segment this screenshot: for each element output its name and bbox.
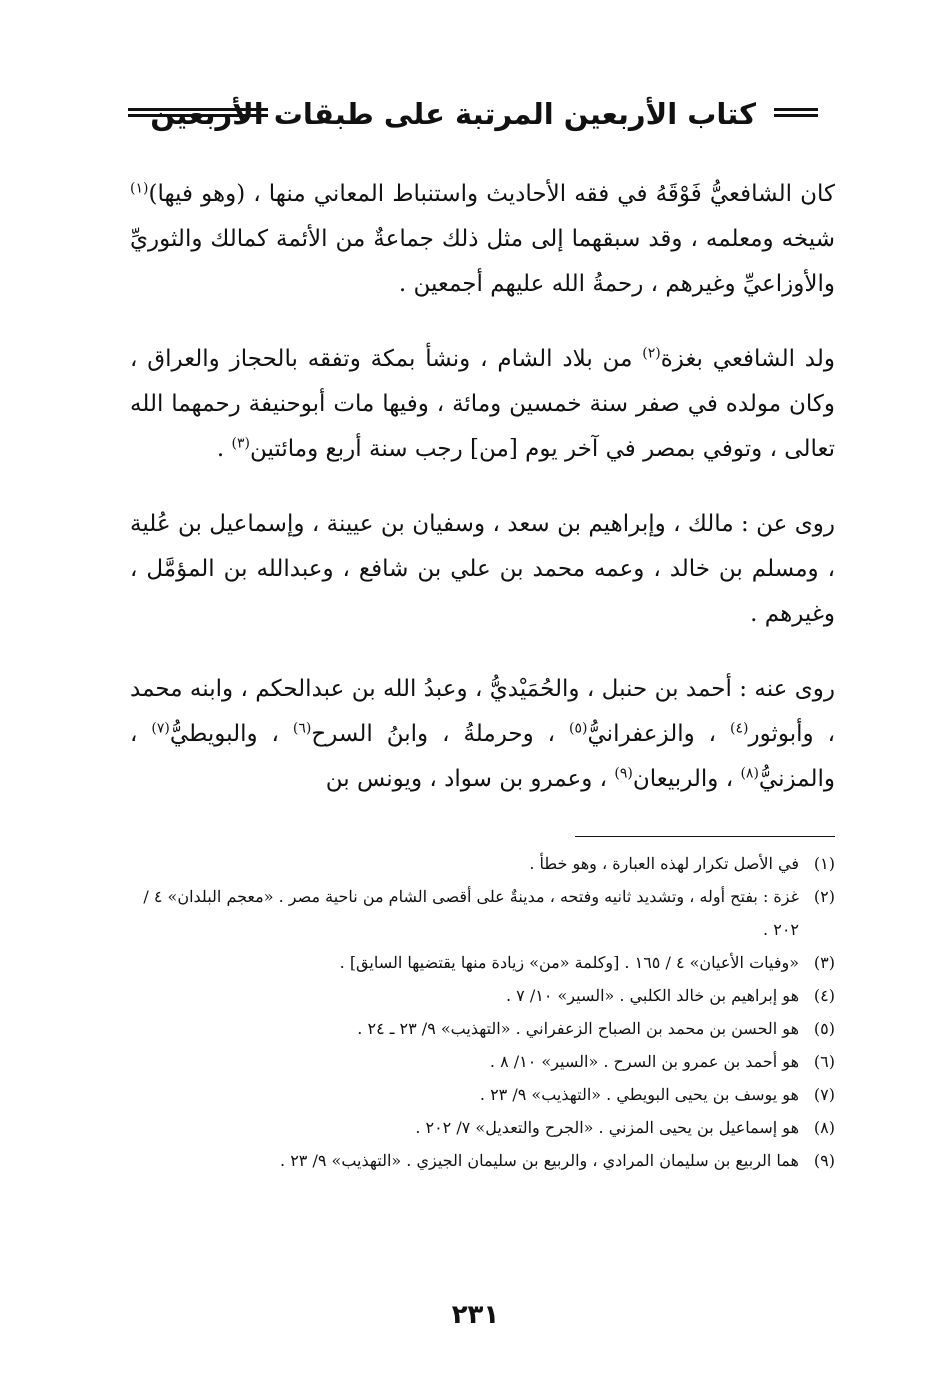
- footnote: [130, 1045, 835, 1078]
- page-number: ٢٣١: [451, 1300, 500, 1330]
- footnote-number: (٦): [813, 1052, 835, 1071]
- footnote-ref: (٧): [151, 720, 170, 737]
- paragraph-text: ، والزعفرانيُّ: [587, 721, 730, 747]
- book-title: كتاب الأربعين المرتبة على طبقات الأربعين: [150, 97, 756, 131]
- footnote-number: (٣): [813, 953, 835, 972]
- header-rule-right: [774, 108, 818, 120]
- footnote: [130, 1144, 835, 1177]
- footnote-ref: (٨): [740, 765, 759, 782]
- footnote: [130, 1111, 835, 1144]
- footnote-ref: (٦): [292, 720, 312, 737]
- footnote-ref: (٣): [231, 435, 250, 452]
- footnotes: [130, 847, 835, 1177]
- footnote-number: (٨): [813, 1118, 835, 1137]
- footnote-text: هو الحسن بن محمد بن الصباح الزعفراني . «التهذيب» ٩/ ٢٣ ـ ٢٤ .: [357, 1019, 799, 1038]
- footnote-text: هو إسماعيل بن يحيى المزني . «الجرح والتعديل» ٧/ ٢٠٢ .: [415, 1118, 799, 1137]
- footnote-separator: [575, 836, 835, 837]
- paragraph: [130, 667, 835, 802]
- paragraph: [130, 337, 835, 472]
- footnote-text: في الأصل تكرار لهذه العبارة ، وهو خطأ .: [529, 854, 799, 873]
- footnote-ref: (١): [130, 180, 149, 197]
- footnote-number: (٥): [813, 1019, 835, 1038]
- footnote-number: (٢): [813, 887, 835, 906]
- paragraph-text: .: [216, 436, 232, 462]
- footnote-number: (٤): [813, 986, 835, 1005]
- footnote-number: (٩): [813, 1151, 835, 1170]
- footnote-ref: (٢): [642, 345, 661, 362]
- footnote-ref: (٥): [569, 720, 588, 737]
- footnote: [130, 1078, 835, 1111]
- paragraph-text: من بلاد الشام ، ونشأ بمكة وتفقه بالحجاز والعراق ، وكان مولده في صفر سنة خمسين ومائة ، وفيها مات أبوحنيفة رحمهما الله تعالى ، وتوفي بمصر في آخر يوم [من] رجب سنة أربع ومائتين: [130, 346, 835, 462]
- paragraph-text: ، والمزنيُّ: [130, 721, 835, 792]
- footnote-number: (٧): [813, 1085, 835, 1104]
- paragraph-text: ، وعمرو بن سواد ، ويونس بن: [325, 766, 615, 792]
- footnote: [130, 847, 835, 880]
- paragraph-text: كان الشافعيُّ فَوْقَهُ في فقه الأحاديث واستنباط المعاني منها ، (وهو فيها): [148, 181, 835, 207]
- paragraph-text: روى عن : مالك ، وإبراهيم بن سعد ، وسفيان بن عيينة ، وإسماعيل بن عُلية ، ومسلم بن خالد ، وعمه محمد بن علي بن شافع ، وعبدالله بن المؤمَّل ، وغيرهم .: [130, 511, 835, 627]
- footnote: [130, 979, 835, 1012]
- footnote-text: «وفيات الأعيان» ٤ / ١٦٥ . [وكلمة «من» زيادة منها يقتضيها السايق] .: [339, 953, 799, 972]
- paragraph-text: روى عنه : أحمد بن حنبل ، والحُمَيْديُّ ، وعبدُ الله بن عبدالحكم ، وابنه محمد ، وأبوثور: [130, 676, 835, 747]
- footnote: [130, 880, 835, 946]
- footnote-number: (١): [813, 854, 835, 873]
- footnote-text: هو يوسف بن يحيى البويطي . «التهذيب» ٩/ ٢٣ .: [479, 1085, 799, 1104]
- footnote-ref: (٤): [730, 720, 749, 737]
- footnote-ref: (٩): [614, 765, 633, 782]
- paragraph-text: ، والربيعان: [632, 766, 741, 792]
- paragraph: [130, 502, 835, 637]
- paragraph: [130, 172, 835, 307]
- paragraph-text: ، والبويطيُّ: [169, 721, 293, 747]
- footnote: [130, 1012, 835, 1045]
- paragraph-text: ، وحرملةُ ، وابنُ السرح: [311, 721, 570, 747]
- footnote-text: هو أحمد بن عمرو بن السرح . «السير» ١٠/ ٨ .: [489, 1052, 799, 1071]
- footnote-text: هما الربيع بن سليمان المرادي ، والربيع بن سليمان الجيزي . «التهذيب» ٩/ ٢٣ .: [280, 1151, 799, 1170]
- footnote-text: هو إبراهيم بن خالد الكلبي . «السير» ١٠/ ٧ .: [505, 986, 799, 1005]
- footnote: [130, 946, 835, 979]
- paragraph-text: ولد الشافعي بغزة: [660, 346, 835, 372]
- running-header: [128, 92, 818, 136]
- main-text: [130, 172, 835, 832]
- footnote-text: غزة : بفتح أوله ، وتشديد ثانيه وفتحه ، مدينةٌ على أقصى الشام من ناحية مصر . «معجم البلدان» ٤ / ٢٠٢ .: [143, 887, 799, 939]
- paragraph-text: شيخه ومعلمه ، وقد سبقهما إلى مثل ذلك جماعةٌ من الأئمة كمالك والثوريِّ والأوزاعيِّ وغيرهم ، رحمةُ الله عليهم أجمعين .: [130, 226, 835, 297]
